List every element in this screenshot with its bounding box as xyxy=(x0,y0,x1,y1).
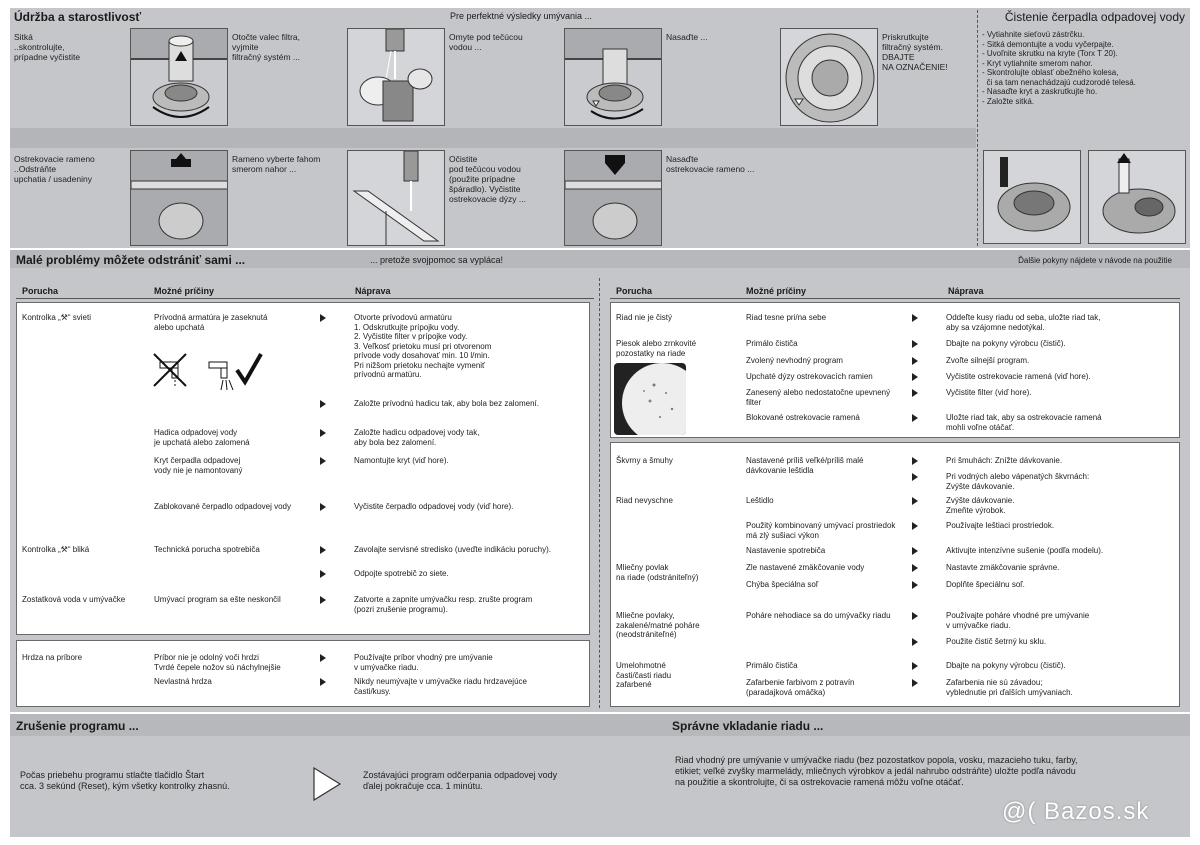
problems-center-divider xyxy=(599,278,600,708)
arrow-icon xyxy=(320,503,326,511)
row-fault: Kontrolka „⚒“ bliká xyxy=(22,545,90,554)
problems-title: Malé problémy môžete odstrániť sami ... xyxy=(16,253,246,267)
arrow-icon xyxy=(912,638,918,646)
pump-title: Čistenie čerpadla odpadovej vody xyxy=(1004,10,1185,24)
maintenance-title: Údržba a starostlivosť xyxy=(14,10,142,24)
faucet-open-icon xyxy=(205,350,265,392)
row-fix: Aktivujte intenzívne sušenie (podľa modelu). xyxy=(946,546,1104,555)
row-fix: Pri šmuhách: Znížte dávkovanie. xyxy=(946,456,1063,465)
left-header-fault: Porucha xyxy=(22,286,59,296)
row-cause: Prívodná armatúra je zaseknutá alebo upchatá xyxy=(154,313,268,332)
row-cause: Nevlastná hrdza xyxy=(154,677,212,686)
problems-subtitle: ... pretože svojpomoc sa vypláca! xyxy=(370,255,504,265)
maintenance-subtitle: Pre perfektné výsledky umývania ... xyxy=(450,11,593,21)
row-fix: Uložte riad tak, aby sa ostrekovacie ramená mohli voľne otáčať. xyxy=(946,413,1102,432)
row-fix: Nikdy neumývajte v umývačke riadu hrdzavejúce časti/kusy. xyxy=(354,677,527,696)
loading-title: Správne vkladanie riadu ... xyxy=(672,719,824,733)
row-fault: Škvrny a šmuhy xyxy=(616,456,673,465)
left-header-rule xyxy=(16,298,594,299)
arm-cleaning-illustration xyxy=(347,150,445,246)
arm-insert-drawing xyxy=(565,151,662,246)
row-fault: Umelohmotné časti/časti riadu zafarbené xyxy=(616,661,672,689)
filter-step-1: Otočte valec filtra, vyjmite filtračný systém ... xyxy=(232,32,301,62)
row-cause: Leštidlo xyxy=(746,496,774,505)
pump-cover-illustration xyxy=(983,150,1081,244)
arrow-icon xyxy=(320,457,326,465)
row-fix: Dbajte na pokyny výrobcu (čistič). xyxy=(946,339,1066,348)
row-cause: Príbor nie je odolný voči hrdzi Tvrdé čepele nožov sú náchylnejšie xyxy=(154,653,281,672)
row-fix: Zafarbenia nie sú závadou; vyblednutie pri ďalších umývaniach. xyxy=(946,678,1073,697)
row-fix: Doplňte špeciálnu soľ. xyxy=(946,580,1025,589)
arrow-icon xyxy=(912,581,918,589)
row-fix: Nastavte zmäkčovanie správne. xyxy=(946,563,1060,572)
row-cause: Primálo čističa xyxy=(746,339,798,348)
cancel-arrow-icon xyxy=(312,766,342,802)
filter-screw-illustration xyxy=(780,28,878,126)
row-fix: Otvorte prívodovú armatúru 1. Odskrutkujte prípojku vody. 2. Vyčistite filter v prípojke vody. 3. Veľkosť prietoku musí pri otvorenom prívode vody dosahovať min. 10 l/min. Pri nižšom prietoku nechajte vymeniť prívodnú armatúru. xyxy=(354,313,492,379)
row-fix: Pri vodných alebo vápenatých škvrnách: Zvýšte dávkovanie. xyxy=(946,472,1090,491)
arrow-icon xyxy=(912,679,918,687)
filter-screw-drawing xyxy=(781,29,878,126)
filter-insert-illustration xyxy=(564,28,662,126)
pump-impeller-drawing xyxy=(1089,151,1186,244)
arrow-icon xyxy=(320,400,326,408)
arm-removal-drawing xyxy=(131,151,228,246)
row-fault: Mliečny povlak na riade (odstrániteľný) xyxy=(616,563,699,582)
arrow-icon xyxy=(912,473,918,481)
row-fault: Zostatková voda v umývačke xyxy=(22,595,126,604)
row-cause: Upchaté dýzy ostrekovacích ramien xyxy=(746,372,873,381)
faucet-closed-icon xyxy=(150,350,190,390)
arrow-icon xyxy=(912,497,918,505)
row-cause: Zablokované čerpadlo odpadovej vody xyxy=(154,502,291,511)
problems-note: Ďalšie pokyny nájdete v návode na použitie xyxy=(1018,256,1172,265)
filter-removal-drawing xyxy=(131,29,228,126)
arm-insert-illustration xyxy=(564,150,662,246)
arrow-icon xyxy=(912,414,918,422)
row-fix: Zvýšte dávkovanie. Zmeňte výrobok. xyxy=(946,496,1015,515)
pump-cover-drawing xyxy=(984,151,1081,244)
row-cause: Umývací program sa ešte neskončil xyxy=(154,595,281,604)
row-cause: Blokované ostrekovacie ramená xyxy=(746,413,860,422)
arrow-icon xyxy=(912,389,918,397)
arrow-icon xyxy=(912,457,918,465)
row-cause: Riad tesne pri/na sebe xyxy=(746,313,827,322)
left-header-cause: Možné príčiny xyxy=(154,286,215,296)
arm-cleaning-drawing xyxy=(348,151,445,246)
plate-spots-drawing xyxy=(614,363,686,435)
row-fix: Používajte poháre vhodné pre umývanie v umývačke riadu. xyxy=(946,611,1090,630)
row-fix: Používajte príbor vhodný pre umývanie v umývačke riadu. xyxy=(354,653,493,672)
arrow-icon xyxy=(912,340,918,348)
arm-step-1: Rameno vyberte fahom smerom nahor ... xyxy=(232,154,321,174)
row-fault: Hrdza na príbore xyxy=(22,653,83,662)
arrow-icon xyxy=(912,522,918,530)
filter-step-4: Priskrutkujte filtračný systém. DBAJTE NA OZNAČENIE! xyxy=(882,32,948,72)
arrow-icon xyxy=(912,612,918,620)
row-fix: Vyčistite ostrekovacie ramená (viď hore). xyxy=(946,372,1091,381)
row-fix: Oddeľte kusy riadu od seba, uložte riad tak, aby sa vzájomne nedotýkal. xyxy=(946,313,1101,332)
pump-divider xyxy=(977,10,978,246)
arrow-icon xyxy=(912,662,918,670)
pump-steps: - Vytiahnite sieťovú zástrčku. - Sitká demontujte a vodu vyčerpajte. - Uvoľnite skrutku na kryte (Torx T 20). - Kryt vytiahnite smerom nahor. - Skontrolujte oblasť obežného kolesa, či sa tam nenachádzajú cudzorodé telesá. - Nasaďte kryt a zaskrutkujte ho. - Založte sitká. xyxy=(982,30,1136,106)
arrow-icon xyxy=(912,373,918,381)
row-cause: Kryt čerpadla odpadovej vody nie je namontovaný xyxy=(154,456,243,475)
arrow-icon xyxy=(320,596,326,604)
row-fix: Použite čistič šetrný ku sklu. xyxy=(946,637,1047,646)
row-fix: Namontujte kryt (viď hore). xyxy=(354,456,449,465)
row-cause: Poháre nehodiace sa do umývačky riadu xyxy=(746,611,891,620)
rust-table xyxy=(16,640,590,707)
row-cause: Chýba špeciálna soľ xyxy=(746,580,819,589)
plate-spots-image xyxy=(614,363,686,435)
row-fix: Vyčistite filter (viď hore). xyxy=(946,388,1032,397)
filter-washing-illustration xyxy=(347,28,445,126)
cancel-right-text: Zostávajúci program odčerpania odpadovej vody ďalej pokračuje cca. 1 minútu. xyxy=(363,770,558,791)
row-fault: Mliečne povlaky, zakalené/matné poháre (neodstrániteľné) xyxy=(616,611,700,639)
row-fix: Odpojte spotrebič zo siete. xyxy=(354,569,449,578)
arm-step-3: Nasaďte ostrekovacie rameno ... xyxy=(666,154,755,174)
cancel-title-bar xyxy=(10,714,1190,736)
bazos-watermark: @( Bazos.sk xyxy=(1002,798,1150,825)
pump-impeller-illustration xyxy=(1088,150,1186,244)
row-fix: Založte prívodnú hadicu tak, aby bola bez zalomení. xyxy=(354,399,539,408)
cancel-title: Zrušenie programu ... xyxy=(16,719,139,733)
filter-step-3: Nasaďte ... xyxy=(666,32,708,42)
row-cause: Zafarbenie farbivom z potravín (paradajková omáčka) xyxy=(746,678,855,697)
row-fix: Vyčistite čerpadlo odpadovej vody (viď hore). xyxy=(354,502,514,511)
filter-step-2: Omyte pod tečúcou vodou ... xyxy=(449,32,523,52)
left-header-fix: Náprava xyxy=(355,286,391,296)
row-cause: Zle nastavené zmäkčovanie vody xyxy=(746,563,865,572)
arrow-icon xyxy=(912,547,918,555)
arrow-icon xyxy=(912,314,918,322)
cancel-left-text: Počas priebehu programu stlačte tlačidlo Štart cca. 3 sekúnd (Reset), kým všetky kontrolky zhasnú. xyxy=(20,770,230,791)
spray-arm-label: Ostrekovacie rameno ..Odstráňte upchatia / usadeniny xyxy=(14,154,95,184)
right-header-cause: Možné príčiny xyxy=(746,286,807,296)
arrow-icon xyxy=(320,678,326,686)
loading-text: Riad vhodný pre umývanie v umývačke riadu (bez pozostatkov popola, vosku, mazacieho tuku, farby, etikiet; veľké zvyšky marmelády, mliečnych výrobkov a jedál nahrubo odstráňte) uložte podľa návodu na použitie a skontrolujte, či sa ostrekovacie ramená môžu voľne otáčať. xyxy=(675,755,1078,787)
arm-removal-illustration xyxy=(130,150,228,246)
filter-washing-drawing xyxy=(348,29,445,126)
row-cause: Primálo čističa xyxy=(746,661,798,670)
row-fix: Zvoľte silnejší program. xyxy=(946,356,1030,365)
right-header-fix: Náprava xyxy=(948,286,984,296)
arrow-icon xyxy=(320,429,326,437)
row-fault: Riad nie je čistý xyxy=(616,313,673,322)
arrow-icon xyxy=(320,570,326,578)
row-cause: Zvolený nevhodný program xyxy=(746,356,843,365)
row-fix: Používajte leštiaci prostriedok. xyxy=(946,521,1055,530)
row-cause: Zanesený alebo nedostatočne upevnený filter xyxy=(746,388,891,407)
row-cause: Použitý kombinovaný umývací prostriedok má zlý sušiaci výkon xyxy=(746,521,896,540)
row-fault: Piesok alebo zrnkovité pozostatky na riade xyxy=(616,339,697,358)
filter-insert-drawing xyxy=(565,29,662,126)
arrow-icon xyxy=(912,564,918,572)
row-fault: Riad nevyschne xyxy=(616,496,673,505)
arm-step-2: Očistite pod tečúcou vodou (použite prípadne špáradlo). Vyčistite ostrekovacie dýzy ... xyxy=(449,154,527,204)
row-cause: Hadica odpadovej vody je upchatá alebo zalomená xyxy=(154,428,250,447)
row-fix: Založte hadicu odpadovej vody tak, aby bola bez zalomení. xyxy=(354,428,480,447)
row-cause: Nastavenie spotrebiča xyxy=(746,546,826,555)
filter-label: Sitká ..skontrolujte, prípadne vyčistite xyxy=(14,32,81,62)
arrow-icon xyxy=(320,546,326,554)
row-fault: Kontrolka „⚒“ svieti xyxy=(22,313,91,322)
row-fix: Dbajte na pokyny výrobcu (čistič). xyxy=(946,661,1066,670)
row-cause: Technická porucha spotrebiča xyxy=(154,545,260,554)
row-fix: Zavolajte servisné stredisko (uveďte indikáciu poruchy). xyxy=(354,545,552,554)
row-cause: Nastavené príliš veľké/príliš malé dávkovanie leštidla xyxy=(746,456,864,475)
right-header-fault: Porucha xyxy=(616,286,653,296)
arrow-icon xyxy=(320,314,326,322)
arrow-icon xyxy=(320,654,326,662)
filter-removal-illustration xyxy=(130,28,228,126)
right-header-rule xyxy=(610,298,1180,299)
row-fix: Zatvorte a zapnite umývačku resp. zrušte program (pozri zrušenie programu). xyxy=(354,595,533,614)
section-divider xyxy=(10,128,976,148)
arrow-icon xyxy=(912,357,918,365)
